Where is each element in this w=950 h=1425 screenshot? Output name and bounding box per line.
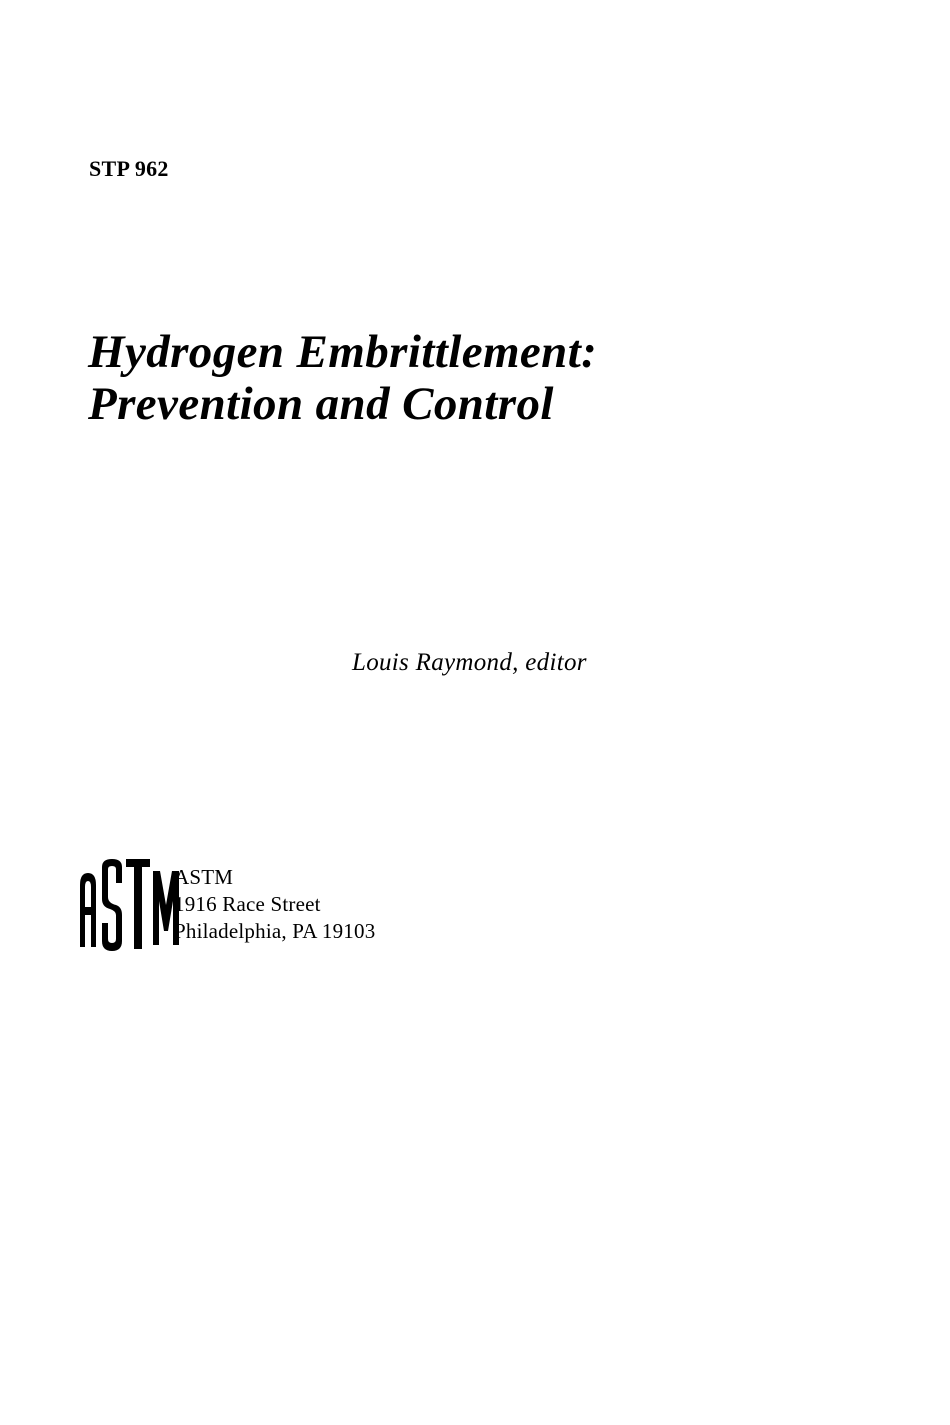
publisher-city: Philadelphia, PA 19103 [174, 919, 376, 943]
book-title-line-1: Hydrogen Embrittlement: [88, 326, 598, 378]
publisher-address [174, 864, 375, 945]
editor-credit: Louis Raymond, editor [352, 649, 587, 676]
book-title [88, 326, 597, 430]
publisher-street: 1916 Race Street [174, 892, 321, 916]
series-number: STP 962 [89, 156, 169, 181]
book-title-line-2: Prevention and Control [88, 378, 554, 430]
astm-logo [76, 857, 180, 953]
publisher-name: ASTM [174, 865, 234, 889]
